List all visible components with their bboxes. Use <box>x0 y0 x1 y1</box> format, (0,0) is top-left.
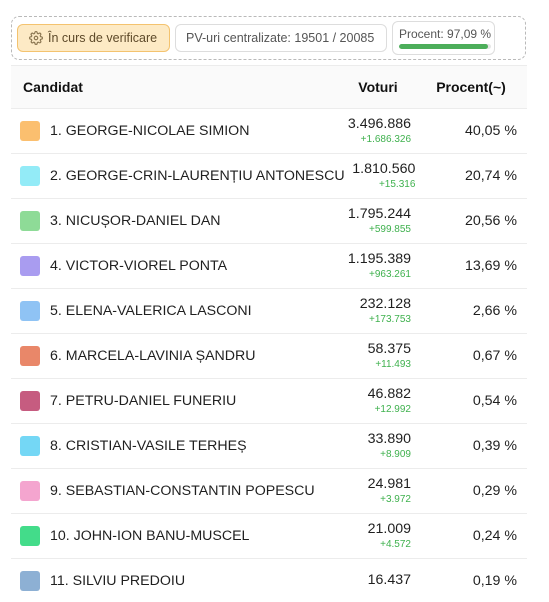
percent-cell <box>415 573 527 589</box>
votes-count: 16.437 <box>367 572 411 589</box>
candidate-cell <box>11 571 337 591</box>
votes-cell <box>337 207 415 235</box>
gear-icon <box>29 31 43 45</box>
candidate-name: 5. ELENA-VALERICA LASCONI <box>50 303 252 319</box>
candidate-name: 3. NICUȘOR-DANIEL DAN <box>50 213 221 229</box>
candidate-name: 6. MARCELA-LAVINIA ȘANDRU <box>50 348 256 364</box>
candidate-cell <box>11 436 337 456</box>
votes-cell <box>337 387 415 415</box>
percent-cell <box>415 123 527 139</box>
percent-cell <box>415 213 527 229</box>
candidate-color-swatch <box>20 346 40 366</box>
votes-delta: +4.572 <box>380 538 411 550</box>
percent-value: 0,39 % <box>472 438 517 454</box>
candidate-cell <box>11 391 337 411</box>
candidate-cell <box>11 121 337 141</box>
results-table <box>11 65 527 602</box>
centralized-pv-count: PV-uri centralizate: 19501 / 20085 <box>175 24 387 52</box>
results-table-body <box>11 109 527 602</box>
candidate-name: 11. SILVIU PREDOIU <box>50 573 186 589</box>
candidate-color-swatch <box>20 391 40 411</box>
candidate-color-swatch <box>20 301 40 321</box>
votes-cell <box>337 477 415 505</box>
table-row <box>11 289 527 334</box>
count-progress-fill <box>399 44 488 49</box>
candidate-cell <box>11 301 337 321</box>
percent-cell <box>415 303 527 319</box>
candidate-cell <box>11 256 337 276</box>
candidate-cell <box>11 166 345 186</box>
percent-value: 0,29 % <box>472 483 517 499</box>
votes-cell <box>337 522 415 550</box>
percent-cell <box>415 438 527 454</box>
verification-status-label: În curs de verificare <box>48 31 158 45</box>
column-header-votes: Voturi <box>358 79 398 95</box>
votes-count: 1.795.244 <box>347 206 411 223</box>
votes-cell <box>337 297 415 325</box>
percent-value: 0,67 % <box>472 348 517 364</box>
candidate-color-swatch <box>20 481 40 501</box>
candidate-name: 7. PETRU-DANIEL FUNERIU <box>50 393 237 409</box>
verification-status-badge <box>17 24 170 52</box>
candidate-color-swatch <box>20 256 40 276</box>
votes-delta: +173.753 <box>369 313 411 325</box>
candidate-color-swatch <box>20 526 40 546</box>
votes-count: 24.981 <box>367 476 411 493</box>
count-status-bar <box>11 16 526 60</box>
table-row <box>11 334 527 379</box>
percent-value: 13,69 % <box>464 258 517 274</box>
percent-cell <box>415 393 527 409</box>
votes-cell <box>337 573 415 589</box>
percent-value: 40,05 % <box>464 123 517 139</box>
percent-cell <box>415 528 527 544</box>
votes-count: 1.810.560 <box>352 161 416 178</box>
table-row <box>11 424 527 469</box>
table-row <box>11 379 527 424</box>
candidate-name: 8. CRISTIAN-VASILE TERHEȘ <box>50 438 247 454</box>
column-header-candidate: Candidat <box>23 79 83 95</box>
candidate-cell <box>11 526 337 546</box>
votes-count: 1.195.389 <box>347 251 411 268</box>
results-table-header <box>11 65 527 109</box>
column-header-percent: Procent(~) <box>436 79 506 95</box>
votes-delta: +1.686.326 <box>360 133 411 145</box>
votes-delta: +15.316 <box>378 178 416 190</box>
candidate-color-swatch <box>20 436 40 456</box>
votes-delta: +12.992 <box>374 403 411 415</box>
table-row <box>11 244 527 289</box>
candidate-name: 4. VICTOR-VIOREL PONTA <box>50 258 228 274</box>
votes-delta: +599.855 <box>369 223 411 235</box>
table-row <box>11 154 527 199</box>
table-row <box>11 109 527 154</box>
votes-cell <box>337 432 415 460</box>
percent-value: 0,54 % <box>472 393 517 409</box>
candidate-color-swatch <box>20 211 40 231</box>
percent-value: 20,74 % <box>464 168 517 184</box>
votes-count: 46.882 <box>367 386 411 403</box>
votes-cell <box>337 117 415 145</box>
candidate-name: 1. GEORGE-NICOLAE SIMION <box>50 123 250 139</box>
votes-count: 58.375 <box>367 341 411 358</box>
votes-count: 232.128 <box>359 296 411 313</box>
candidate-color-swatch <box>20 571 40 591</box>
candidate-cell <box>11 211 337 231</box>
candidate-color-swatch <box>20 121 40 141</box>
table-row <box>11 469 527 514</box>
count-progress <box>392 21 495 55</box>
table-row <box>11 514 527 559</box>
candidate-name: 2. GEORGE-CRIN-LAURENȚIU ANTONESCU <box>50 168 345 184</box>
percent-value: 2,66 % <box>472 303 517 319</box>
votes-delta: +8.909 <box>380 448 411 460</box>
table-row <box>11 199 527 244</box>
votes-count: 21.009 <box>367 521 411 538</box>
table-row <box>11 559 527 602</box>
percent-cell <box>415 258 527 274</box>
percent-cell <box>415 483 527 499</box>
votes-delta: +963.261 <box>369 268 411 280</box>
candidate-name: 9. SEBASTIAN-CONSTANTIN POPESCU <box>50 483 315 499</box>
percent-value: 20,56 % <box>464 213 517 229</box>
percent-cell <box>415 348 527 364</box>
votes-count: 33.890 <box>367 431 411 448</box>
votes-count: 3.496.886 <box>347 116 411 133</box>
votes-delta: +11.493 <box>375 358 411 370</box>
percent-value: 0,24 % <box>472 528 517 544</box>
votes-delta: +3.972 <box>380 493 411 505</box>
candidate-color-swatch <box>20 166 40 186</box>
count-progress-label: Procent: 97,09 % <box>399 27 492 41</box>
candidate-cell <box>11 346 337 366</box>
candidate-cell <box>11 481 337 501</box>
percent-cell <box>419 168 527 184</box>
votes-cell <box>345 162 420 190</box>
candidate-name: 10. JOHN-ION BANU-MUSCEL <box>50 528 250 544</box>
votes-cell <box>337 252 415 280</box>
count-progress-track <box>399 44 491 49</box>
percent-value: 0,19 % <box>472 573 517 589</box>
votes-cell <box>337 342 415 370</box>
